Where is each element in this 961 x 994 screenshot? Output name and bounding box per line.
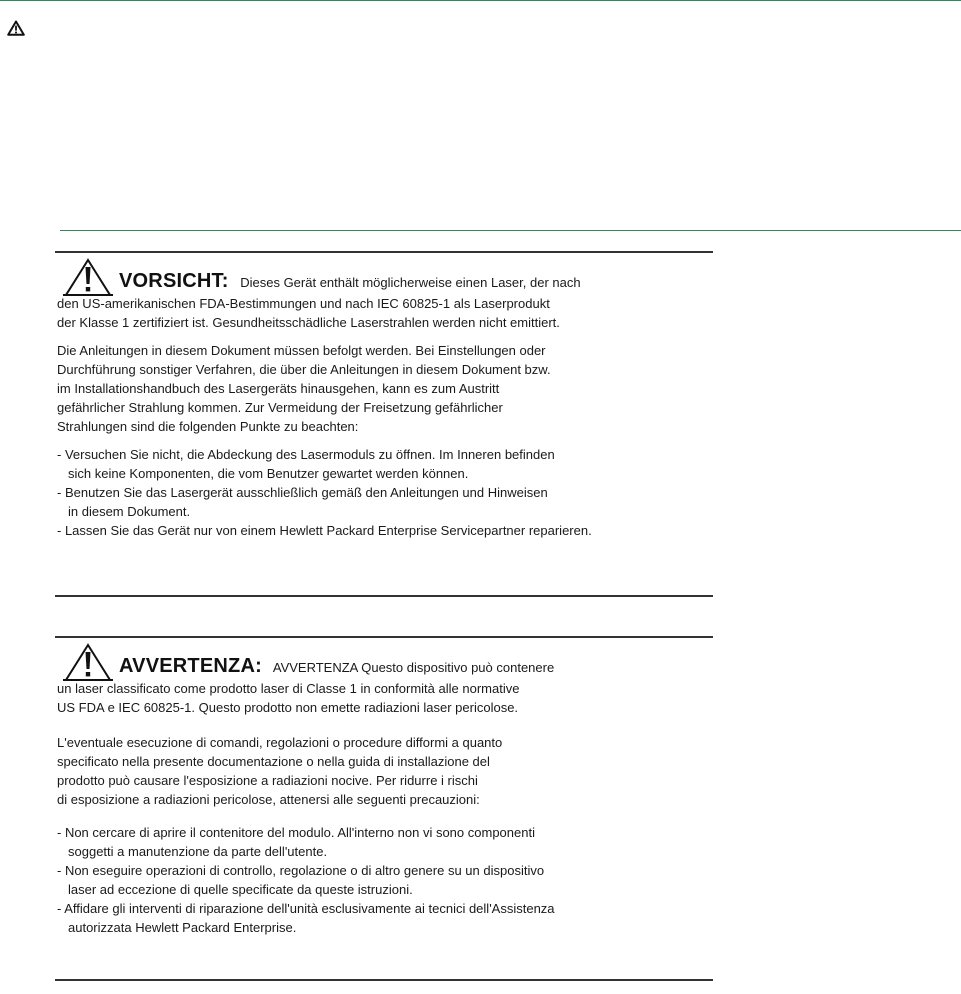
- german-notice-heading: [55, 258, 713, 294]
- italian-paragraph-line: di esposizione a radiazioni pericolose, attenersi alle seguenti precauzioni:: [57, 792, 480, 807]
- german-heading-word: VORSICHT:: [119, 270, 229, 292]
- italian-notice-heading: [55, 643, 713, 679]
- german-intro-line: der Klasse 1 zertifiziert ist. Gesundheitsschädliche Laserstrahlen werden nicht emittiert.: [57, 315, 560, 330]
- german-paragraph-line: im Installationshandbuch des Lasergeräts hinausgehen, kann es zum Austritt: [57, 381, 500, 396]
- german-paragraph-line: Die Anleitungen in diesem Dokument müssen befolgt werden. Bei Einstellungen oder: [57, 343, 546, 358]
- italian-bullet-list: [55, 823, 713, 937]
- italian-bullet: - Non eseguire operazioni di controllo, regolazione o di altro genere su un dispositivo: [57, 863, 545, 878]
- italian-intro-line: US FDA e IEC 60825-1. Questo prodotto non emette radiazioni laser pericolose.: [57, 700, 519, 715]
- german-bullet: - Versuchen Sie nicht, die Abdeckung des Lasermoduls zu öffnen. Im Inneren befinden: [57, 447, 555, 462]
- italian-bullet-continuation: soggetti a manutenzione da parte dell'utente.: [68, 844, 328, 859]
- german-bullet: - Benutzen Sie das Lasergerät ausschließlich gemäß den Anleitungen und Hinweisen: [57, 485, 548, 500]
- german-intro-first-line: Dieses Gerät enthält möglicherweise einen Laser, der nach: [240, 275, 581, 290]
- warning-triangle-icon: [7, 20, 25, 36]
- italian-paragraph-line: prodotto può causare l'esposizione a radiazioni nocive. Per ridurre i rischi: [57, 773, 478, 788]
- italian-bullet: - Affidare gli interventi di riparazione dell'unità esclusivamente ai tecnici dell'Assistenza: [57, 901, 555, 916]
- bottom-divider: [60, 230, 961, 231]
- top-divider: [0, 0, 961, 1]
- italian-heading-word: AVVERTENZA:: [119, 655, 262, 677]
- italian-laser-notice: [55, 636, 713, 981]
- german-paragraph-line: Durchführung sonstiger Verfahren, die über die Anleitungen in diesem Dokument bzw.: [57, 362, 551, 377]
- german-bullet-list: [55, 445, 713, 540]
- german-bullet: - Lassen Sie das Gerät nur von einem Hewlett Packard Enterprise Servicepartner reparieren.: [57, 523, 592, 538]
- italian-intro-first-line: AVVERTENZA Questo dispositivo può contenere: [272, 660, 555, 675]
- italian-bullet: - Non cercare di aprire il contenitore del modulo. All'interno non vi sono componenti: [57, 825, 535, 840]
- german-intro-line: den US-amerikanischen FDA-Bestimmungen und nach IEC 60825-1 als Laserprodukt: [57, 296, 550, 311]
- german-bullet-continuation: sich keine Komponenten, die vom Benutzer gewartet werden können.: [68, 466, 469, 481]
- german-laser-notice: [55, 251, 713, 597]
- german-bullet-continuation: in diesem Dokument.: [68, 504, 191, 519]
- italian-paragraph-line: specificato nella presente documentazione o nella guida di installazione del: [57, 754, 490, 769]
- german-paragraph-line: Strahlungen sind die folgenden Punkte zu beachten:: [57, 419, 359, 434]
- german-paragraph: [55, 341, 713, 436]
- italian-paragraph-line: L'eventuale esecuzione di comandi, regolazioni o procedure difformi a quanto: [57, 735, 503, 750]
- caution-triangle-icon: [62, 258, 114, 298]
- italian-intro-line: un laser classificato come prodotto laser di Classe 1 in conformità alle normative: [57, 681, 520, 696]
- caution-triangle-icon: [62, 643, 114, 683]
- italian-bullet-continuation: laser ad eccezione di quelle specificate da queste istruzioni.: [68, 882, 413, 897]
- german-paragraph-line: gefährlicher Strahlung kommen. Zur Vermeidung der Freisetzung gefährlicher: [57, 400, 503, 415]
- italian-paragraph: [55, 733, 713, 809]
- italian-bullet-continuation: autorizzata Hewlett Packard Enterprise.: [68, 920, 297, 935]
